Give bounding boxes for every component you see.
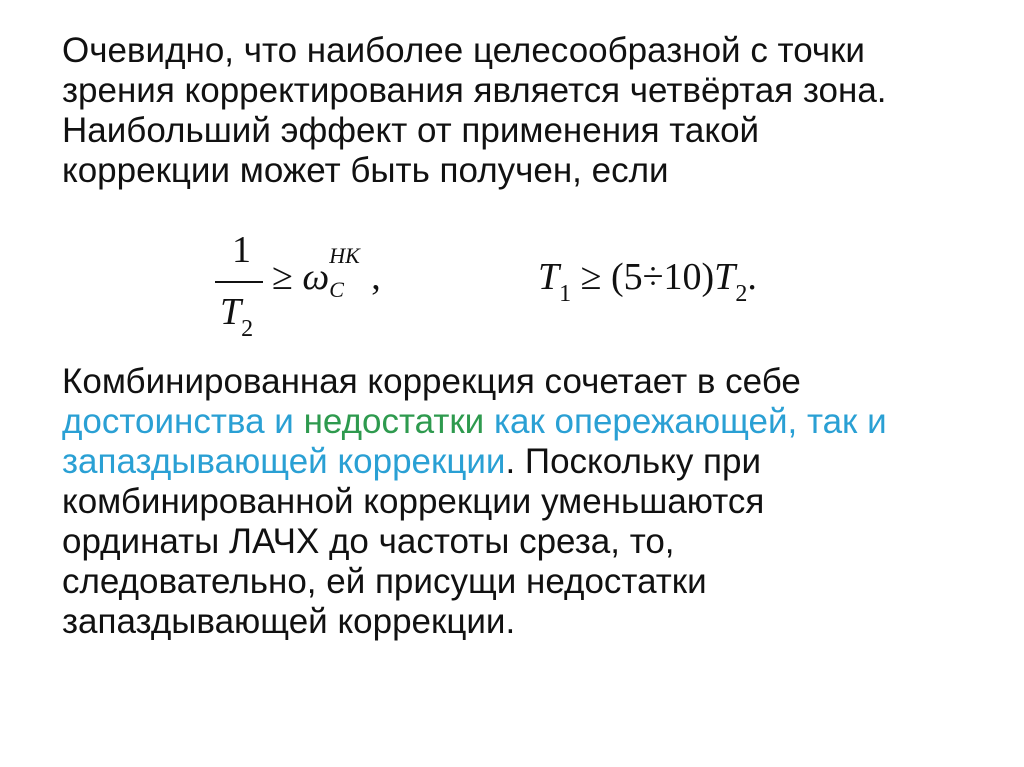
formula-2-rhs-var: T xyxy=(714,256,736,298)
intro-line-2: зрения корректирования является четвёртая зона. xyxy=(62,71,887,110)
body-line-1: Комбинированная коррекция сочетает в себе xyxy=(62,362,801,401)
omega-subscript: C xyxy=(329,277,344,302)
body-line-6: следовательно, ей присущи недостатки xyxy=(62,562,707,601)
highlight-lagging: запаздывающей коррекции xyxy=(62,442,506,481)
highlight-disadvantages: недостатки xyxy=(303,402,485,441)
combined-correction-paragraph xyxy=(62,362,1002,642)
omega-symbol: ω xyxy=(302,256,330,298)
omega-scripts xyxy=(329,243,371,302)
fraction-denominator xyxy=(220,290,254,342)
formula-2-rhs-sub: 2 xyxy=(735,281,748,307)
body-line-4: комбинированной коррекции уменьшаются xyxy=(62,482,765,521)
formula-1-relation: ≥ xyxy=(272,256,293,298)
formula-2-lhs-var: T xyxy=(538,256,560,298)
body-line-2 xyxy=(62,402,1002,442)
denominator-var: T xyxy=(220,291,242,333)
formula-2-range: (5÷10) xyxy=(611,256,715,298)
body-line-3 xyxy=(62,442,1002,482)
fraction-bar xyxy=(215,281,263,283)
formula-1-rhs xyxy=(272,243,381,302)
intro-paragraph xyxy=(62,31,1002,191)
formula-2-lhs-sub: 1 xyxy=(559,281,572,307)
intro-line-1: Очевидно, что наиболее целесообразной с точки xyxy=(62,31,865,70)
denominator-sub: 2 xyxy=(241,316,254,342)
body-line-3-rest: . Поскольку при xyxy=(505,442,762,481)
intro-line-3: Наибольший эффект от применения такой xyxy=(62,111,760,150)
formula-2 xyxy=(538,255,757,307)
intro-line-4: коррекции может быть получен, если xyxy=(62,151,669,190)
formula-1-comma: , xyxy=(371,256,381,298)
fraction-numerator: 1 xyxy=(232,229,251,271)
highlight-advantages: достоинства и xyxy=(62,402,304,441)
highlight-leading: как опережающей, так и xyxy=(484,402,887,441)
omega-superscript: НК xyxy=(329,243,360,268)
formula-2-period: . xyxy=(747,256,757,298)
body-line-5: ординаты ЛАЧХ до частоты среза, то, xyxy=(62,522,675,561)
formula-2-relation: ≥ xyxy=(580,256,602,298)
formula-1-fraction xyxy=(215,228,263,342)
body-line-7: запаздывающей коррекции. xyxy=(62,602,516,641)
